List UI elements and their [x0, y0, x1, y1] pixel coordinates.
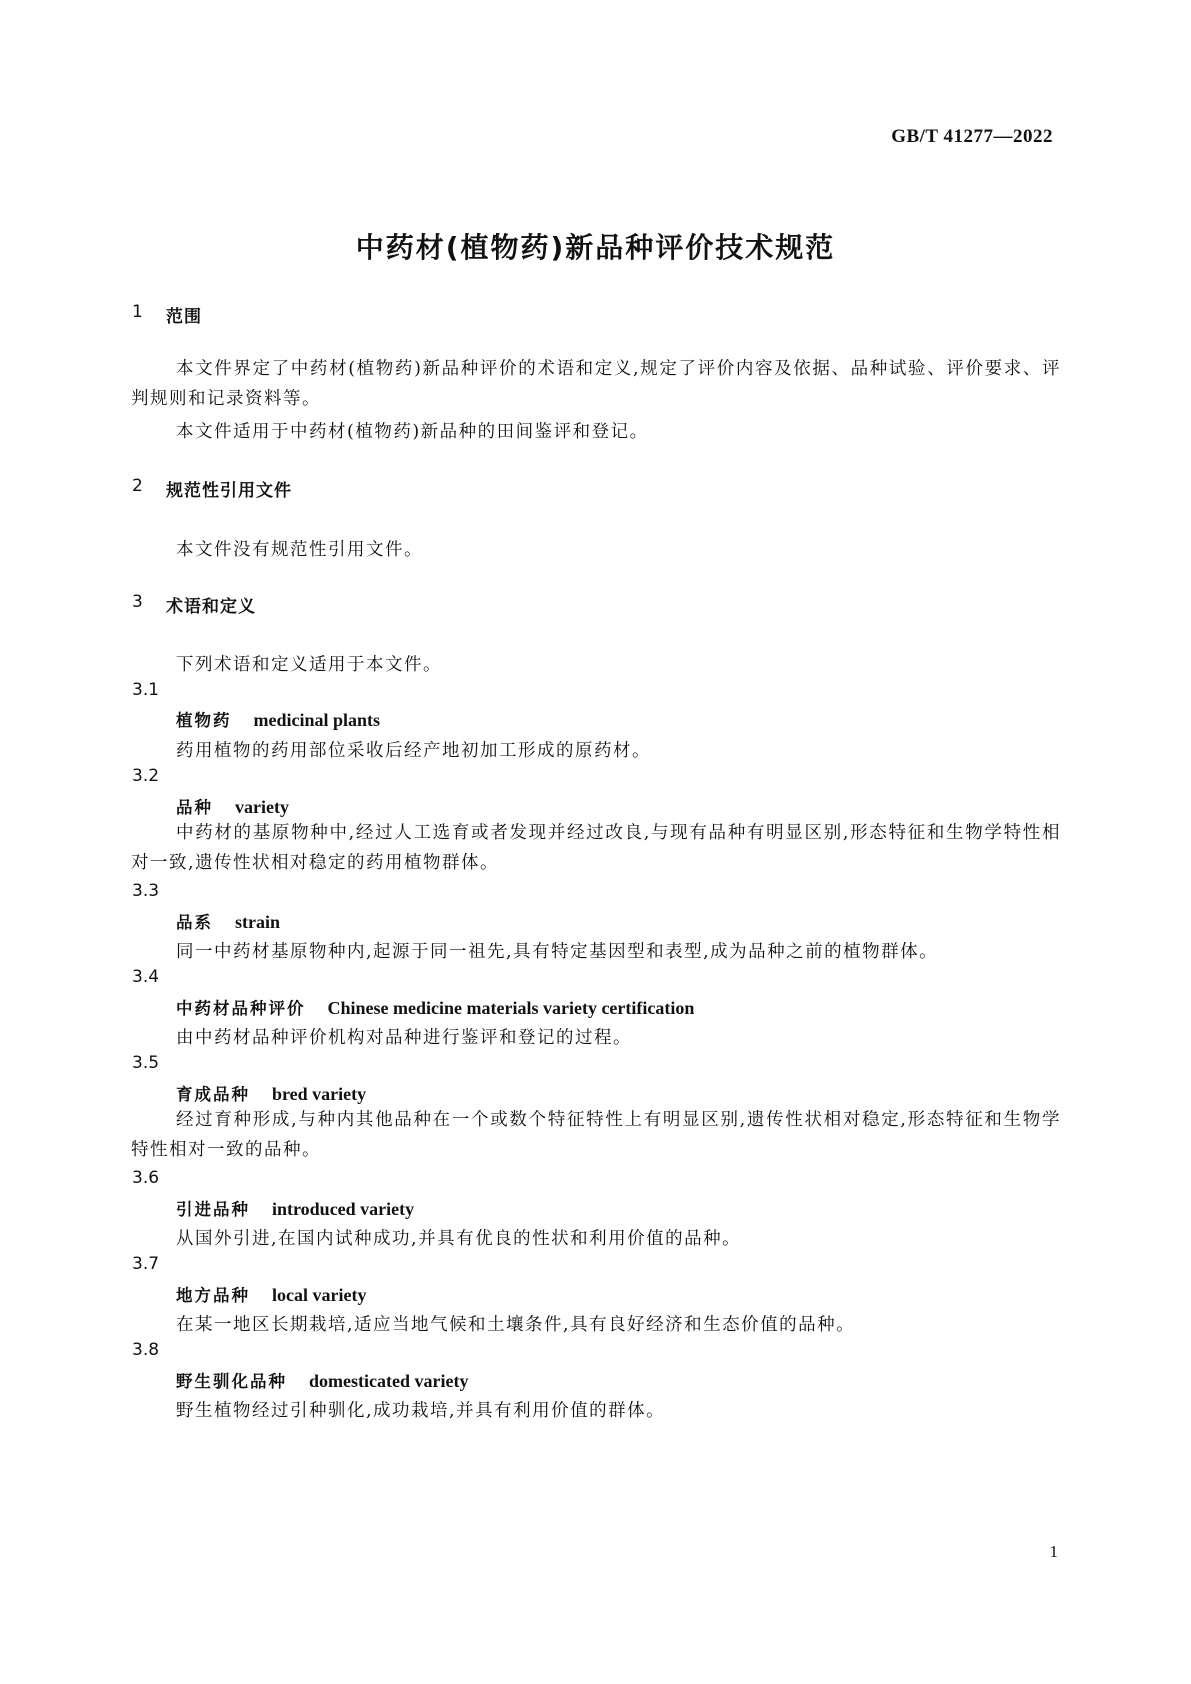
term-en: bred variety [272, 1084, 367, 1104]
term-heading [176, 794, 289, 818]
term-definition: 野生植物经过引种驯化,成功栽培,并具有利用价值的群体。 [176, 1401, 666, 1421]
term-heading [176, 909, 280, 933]
term-definition: 由中药材品种评价机构对品种进行鉴评和登记的过程。 [176, 1028, 632, 1048]
term-heading [176, 1196, 414, 1220]
term-number: 3.2 [132, 766, 160, 786]
term-number: 3.5 [132, 1053, 160, 1073]
term-en: strain [235, 912, 280, 932]
term-zh: 野生驯化品种 [176, 1372, 287, 1391]
term-definition: 同一中药材基原物种内,起源于同一祖先,具有特定基因型和表型,成为品种之前的植物群体。 [176, 942, 939, 962]
term-heading [176, 707, 380, 731]
term-en: domesticated variety [309, 1371, 469, 1391]
term-heading [176, 1282, 366, 1306]
term-en: local variety [272, 1285, 367, 1305]
section-number: 1 [132, 302, 143, 322]
term-zh: 地方品种 [176, 1286, 250, 1305]
paragraph: 本文件界定了中药材(植物药)新品种评价的术语和定义,规定了评价内容及依据、品种试验、评价要求、评判规则和记录资料等。 [131, 359, 1061, 409]
term-heading [176, 995, 694, 1019]
page-title: 中药材(植物药)新品种评价技术规范 [355, 231, 836, 264]
section-number: 2 [132, 476, 143, 496]
section-title-terms: 术语和定义 [166, 597, 256, 617]
term-en: Chinese medicine materials variety certification [327, 998, 695, 1018]
term-zh: 育成品种 [176, 1085, 250, 1104]
term-zh: 中药材品种评价 [176, 999, 306, 1018]
term-en: medicinal plants [253, 710, 381, 730]
term-heading [176, 1368, 468, 1392]
term-number: 3.7 [132, 1254, 160, 1274]
section-title-normative-references: 规范性引用文件 [166, 481, 292, 501]
term-en: variety [235, 797, 289, 817]
term-zh: 引进品种 [176, 1200, 250, 1219]
paragraph: 下列术语和定义适用于本文件。 [176, 655, 442, 675]
term-heading [176, 1081, 366, 1105]
term-number: 3.6 [132, 1168, 160, 1188]
term-definition: 药用植物的药用部位采收后经产地初加工形成的原药材。 [176, 741, 651, 761]
term-en: introduced variety [272, 1199, 415, 1219]
term-definition: 经过育种形成,与种内其他品种在一个或数个特征特性上有明显区别,遗传性状相对稳定,形态特征和生物学特性相对一致的品种。 [131, 1110, 1061, 1160]
section-number: 3 [132, 592, 143, 612]
term-number: 3.8 [132, 1340, 160, 1360]
standard-number: GB/T 41277—2022 [891, 126, 1053, 147]
term-zh: 植物药 [176, 711, 232, 730]
term-zh: 品系 [176, 913, 213, 932]
term-definition: 中药材的基原物种中,经过人工选育或者发现并经过改良,与现有品种有明显区别,形态特征和生物学特性相对一致,遗传性状相对稳定的药用植物群体。 [131, 823, 1061, 873]
term-number: 3.3 [132, 881, 160, 901]
page-number: 1 [1049, 1542, 1058, 1561]
term-definition: 在某一地区长期栽培,适应当地气候和土壤条件,具有良好经济和生态价值的品种。 [176, 1315, 856, 1335]
paragraph: 本文件适用于中药材(植物药)新品种的田间鉴评和登记。 [176, 422, 649, 442]
section-title-scope: 范围 [166, 307, 202, 327]
term-number: 3.4 [132, 967, 160, 987]
term-number: 3.1 [132, 680, 160, 700]
term-definition: 从国外引进,在国内试种成功,并具有优良的性状和利用价值的品种。 [176, 1229, 742, 1249]
paragraph: 本文件没有规范性引用文件。 [176, 540, 423, 560]
term-zh: 品种 [176, 798, 213, 817]
